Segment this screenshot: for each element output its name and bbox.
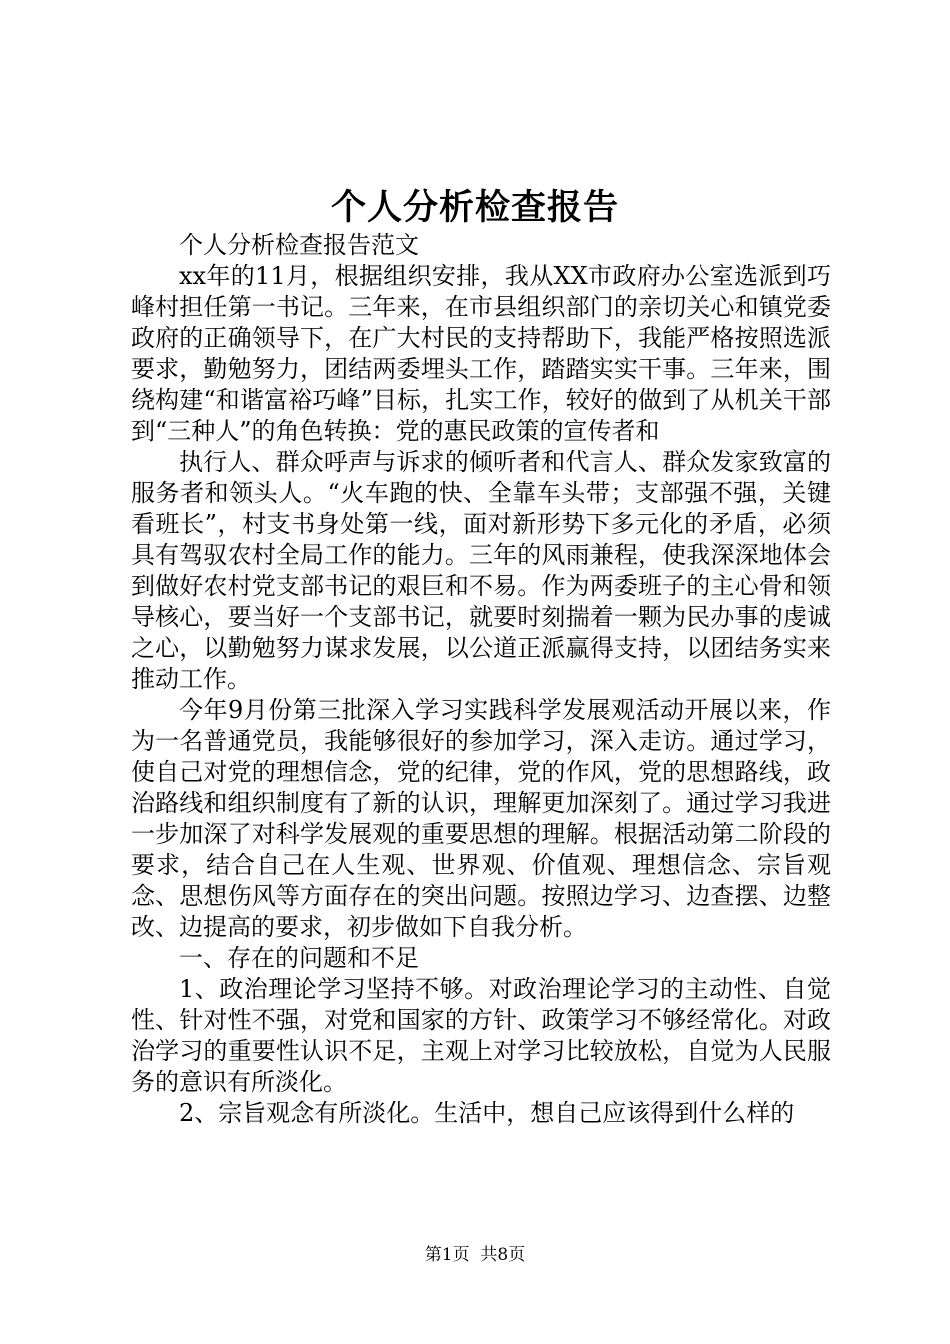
document-title: 个人分析检查报告 <box>330 187 619 228</box>
document-body <box>131 230 831 1129</box>
paragraph: 2、宗旨观念有所淡化。生活中，想自己应该得到什么样的 <box>179 1099 795 1127</box>
paragraph: 今年9月份第三批深入学习实践科学发展观活动开展以来，作为一名普通党员，我能够很好的参加学习，深入走访。通过学习，使自己对党的理想信念，党的纪律，党的作风，党的思想路线，政治路线和组织制度有了新的认识，理解更加深刻了。通过学习我进一步加深了对科学发展观的重要思想的理解。根据活动第二阶段的要求，结合自己在人生观、世界观、价值观、理想信念、宗旨观念、思想伤风等方面存在的突出问题。按照边学习、边查摆、边整改、边提高的要求，初步做如下自我分析。 <box>131 696 831 941</box>
page-footer <box>0 1243 950 1267</box>
paragraph: xx年的11月，根据组织安排，我从XX市政府办公室选派到巧峰村担任第一书记。三年来，在市县组织部门的亲切关心和镇党委政府的正确领导下，在广大村民的支持帮助下，我能严格按照选派要求，勤勉努力，团结两委埋头工作，踏踏实实干事。三年来，围绕构建“和谐富裕巧峰”目标，扎实工作，较好的做到了从机关干部到“三种人”的角色转换：党的惠民政策的宣传者和 <box>131 262 831 445</box>
page-number: 第1页 <box>424 1245 470 1265</box>
section-heading: 一、存在的问题和不足 <box>179 944 419 972</box>
footer-spacer <box>470 1245 481 1265</box>
paragraph: 执行人、群众呼声与诉求的倾听者和代言人、群众发家致富的服务者和领头人。“火车跑的快、全靠车头带；支部强不强，关键看班长”，村支书身处第一线，面对新形势下多元化的矛盾，必须具有驾驭农村全局工作的能力。三年的风雨兼程，使我深深地体会到做好农村党支部书记的艰巨和不易。作为两委班子的主心骨和领导核心，要当好一个支部书记，就要时刻揣着一颗为民办事的虔诚之心，以勤勉努力谋求发展，以公道正派赢得支持，以团结务实来推动工作。 <box>131 448 831 693</box>
page-total: 共8页 <box>480 1245 526 1265</box>
paragraph: 1、政治理论学习坚持不够。对政治理论学习的主动性、自觉性、针对性不强，对党和国家的方针、政策学习不够经常化。对政治学习的重要性认识不足，主观上对学习比较放松，自觉为人民服务的意识有所淡化。 <box>131 975 831 1096</box>
paragraph-subtitle: 个人分析检查报告范文 <box>179 231 419 259</box>
